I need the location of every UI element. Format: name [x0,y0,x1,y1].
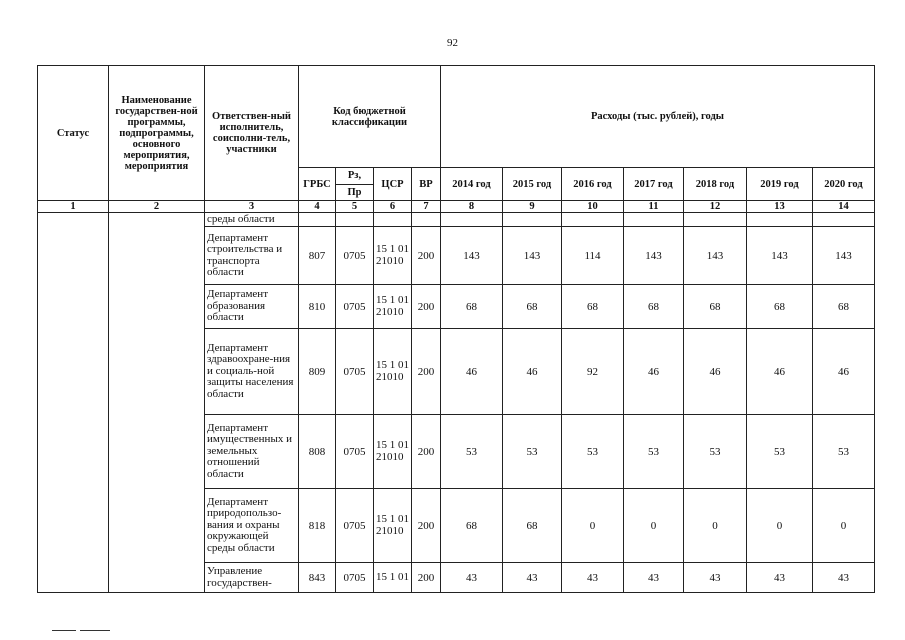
header-csr: ЦСР [374,168,412,201]
header-rz-pr [336,168,374,201]
header-rz: Рз, [336,168,373,185]
header-year: 2016 год [562,168,624,201]
program-name-cell [109,213,205,593]
expense-cell: 0 [684,489,747,563]
expense-cell: 68 [813,285,875,329]
expense-cell: 0 [624,489,684,563]
grbs-cell: 810 [299,285,336,329]
expense-cell: 143 [624,227,684,285]
column-number: 4 [299,201,336,213]
column-number: 14 [813,201,875,213]
expense-cell: 68 [562,285,624,329]
header-program-name: Наименование государствен-ной программы, подпрограммы, основного мероприятия, мероприятия [109,66,205,201]
expense-cell: 43 [813,563,875,593]
expense-cell: 0 [813,489,875,563]
header-year: 2017 год [624,168,684,201]
column-number: 12 [684,201,747,213]
footer-divider [52,630,76,631]
header-year: 2014 год [441,168,503,201]
expense-cell: 46 [441,329,503,415]
column-number: 10 [562,201,624,213]
csr-cell: 15 1 01 [374,563,412,593]
column-number: 1 [38,201,109,213]
expense-cell: 143 [747,227,813,285]
budget-table [37,65,875,593]
expense-cell: 0 [562,489,624,563]
column-number: 3 [205,201,299,213]
expense-cell: 46 [813,329,875,415]
vr-cell: 200 [412,563,441,593]
column-number: 7 [412,201,441,213]
csr-cell: 15 1 01 21010 [374,329,412,415]
expense-cell: 68 [624,285,684,329]
header-year: 2020 год [813,168,875,201]
rzpr-cell: 0705 [336,415,374,489]
column-number: 9 [503,201,562,213]
expense-cell: 53 [441,415,503,489]
expense-cell: 43 [747,563,813,593]
header-grbs: ГРБС [299,168,336,201]
grbs-cell: 809 [299,329,336,415]
continuation-row [38,213,875,227]
expense-cell: 92 [562,329,624,415]
header-year: 2019 год [747,168,813,201]
responsible-cell: Департамент строительства и транспорта области [205,227,299,285]
rzpr-cell: 0705 [336,563,374,593]
expense-cell: 53 [624,415,684,489]
vr-cell: 200 [412,285,441,329]
grbs-cell: 807 [299,227,336,285]
grbs-cell: 818 [299,489,336,563]
expense-cell: 114 [562,227,624,285]
responsible-cell: Департамент здравоохране-ния и социаль-ной защиты населения области [205,329,299,415]
responsible-cell: Управление государствен- [205,563,299,593]
expense-cell: 53 [684,415,747,489]
header-budget-code: Код бюджетной классификации [299,66,441,168]
expense-cell: 53 [747,415,813,489]
expense-cell: 143 [441,227,503,285]
expense-cell: 68 [684,285,747,329]
expense-cell: 143 [684,227,747,285]
csr-cell: 15 1 01 21010 [374,489,412,563]
status-cell [38,213,109,593]
expense-cell: 46 [624,329,684,415]
rzpr-cell: 0705 [336,285,374,329]
expense-cell: 46 [503,329,562,415]
responsible-cell: Департамент природопользо-вания и охраны окружающей среды области [205,489,299,563]
expense-cell: 143 [503,227,562,285]
header-vr: ВР [412,168,441,201]
expense-cell: 43 [441,563,503,593]
footer-divider [80,630,110,631]
expense-cell: 143 [813,227,875,285]
expense-cell: 53 [503,415,562,489]
expense-cell: 46 [684,329,747,415]
expense-cell: 53 [562,415,624,489]
grbs-cell: 843 [299,563,336,593]
page-number: 92 [447,37,458,49]
vr-cell: 200 [412,415,441,489]
expense-cell: 68 [503,285,562,329]
csr-cell: 15 1 01 21010 [374,415,412,489]
header-year: 2015 год [503,168,562,201]
grbs-cell: 808 [299,415,336,489]
vr-cell: 200 [412,489,441,563]
column-number: 8 [441,201,503,213]
expense-cell: 46 [747,329,813,415]
expense-cell: 43 [503,563,562,593]
column-number-row [38,201,875,213]
expense-cell: 43 [562,563,624,593]
csr-cell: 15 1 01 21010 [374,227,412,285]
column-number: 5 [336,201,374,213]
rzpr-cell: 0705 [336,489,374,563]
column-number: 13 [747,201,813,213]
csr-cell: 15 1 01 21010 [374,285,412,329]
header-pr: Пр [347,187,362,198]
expense-cell: 43 [684,563,747,593]
expense-cell: 68 [441,489,503,563]
column-number: 2 [109,201,205,213]
continuation-text: среды области [205,213,299,227]
expense-cell: 53 [813,415,875,489]
column-number: 11 [624,201,684,213]
responsible-cell: Департамент имущественных и земельных отношений области [205,415,299,489]
rzpr-cell: 0705 [336,329,374,415]
header-expenses: Расходы (тыс. рублей), годы [441,66,875,168]
rzpr-cell: 0705 [336,227,374,285]
header-year: 2018 год [684,168,747,201]
expense-cell: 0 [747,489,813,563]
vr-cell: 200 [412,329,441,415]
expense-cell: 43 [624,563,684,593]
expense-cell: 68 [747,285,813,329]
header-responsible: Ответствен-ный исполнитель, соисполни-тель, участники [205,66,299,201]
vr-cell: 200 [412,227,441,285]
responsible-cell: Департамент образования области [205,285,299,329]
column-number: 6 [374,201,412,213]
expense-cell: 68 [503,489,562,563]
expense-cell: 68 [441,285,503,329]
header-status: Статус [38,66,109,201]
